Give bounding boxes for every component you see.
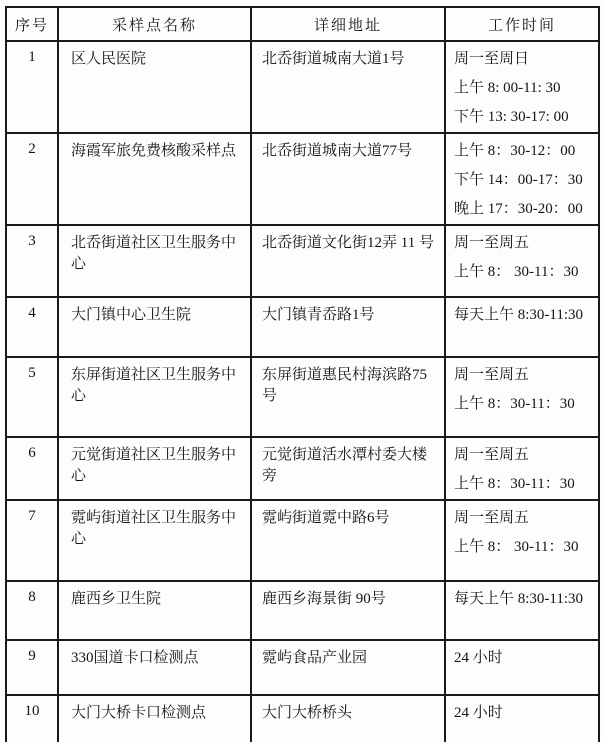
- site-name-cell: 东屏街道社区卫生服务中心: [58, 357, 251, 437]
- hours-line: 上午 8：30-12：00: [454, 143, 576, 159]
- address-cell: 元觉街道活水潭村委大楼旁: [251, 437, 445, 500]
- hours-line: 下午 14：00-17：30: [454, 172, 583, 188]
- hours-cell: [445, 640, 599, 695]
- hours-line: 上午 8: 00-11: 30: [454, 80, 561, 96]
- address-cell: 霓屿街道霓中路6号: [251, 500, 445, 581]
- hours-line: 每天上午 8:30-11:30: [454, 307, 584, 323]
- hours-cell: [445, 41, 599, 133]
- hours-line: 上午 8：30-11：30: [454, 396, 575, 412]
- hours-line: 周一至周五: [454, 447, 530, 463]
- hours-cell: [445, 500, 599, 581]
- table-row: [6, 357, 599, 437]
- site-name-cell: 鹿西乡卫生院: [58, 581, 251, 640]
- hours-cell: [445, 225, 599, 297]
- header-no: 序号: [6, 7, 58, 41]
- table-row: [6, 581, 599, 640]
- hours-cell: [445, 581, 599, 640]
- address-cell: 东屏街道惠民村海滨路75号: [251, 357, 445, 437]
- site-name-cell: 区人民医院: [58, 41, 251, 133]
- header-site-name: 采样点名称: [58, 7, 251, 41]
- hours-line: 周一至周五: [454, 510, 530, 526]
- hours-line: 周一至周五: [454, 367, 530, 383]
- row-number-cell: 10: [6, 695, 58, 742]
- row-number-cell: 6: [6, 437, 58, 500]
- table-row: [6, 225, 599, 297]
- site-name-cell: 海霞军旅免费核酸采样点: [58, 133, 251, 225]
- site-name-cell: 330国道卡口检测点: [58, 640, 251, 695]
- hours-line: 上午 8： 30-11：30: [454, 264, 579, 280]
- site-name-cell: 大门镇中心卫生院: [58, 297, 251, 357]
- row-number-cell: 4: [6, 297, 58, 357]
- hours-line: 每天上午 8:30-11:30: [454, 591, 584, 607]
- hours-line: 周一至周五: [454, 235, 530, 251]
- hours-line: 24 小时: [454, 650, 503, 666]
- hours-line: 周一至周日: [454, 51, 530, 67]
- address-cell: 北岙街道城南大道1号: [251, 41, 445, 133]
- hours-line: 晚上 17：30-20：00: [454, 201, 583, 217]
- table-header-row: [6, 7, 599, 41]
- address-cell: 霓屿食品产业园: [251, 640, 445, 695]
- address-cell: 北岙街道城南大道77号: [251, 133, 445, 225]
- table-row: [6, 133, 599, 225]
- site-name-cell: 元觉街道社区卫生服务中心: [58, 437, 251, 500]
- row-number-cell: 7: [6, 500, 58, 581]
- row-number-cell: 5: [6, 357, 58, 437]
- address-cell: 大门镇青岙路1号: [251, 297, 445, 357]
- header-address: 详细地址: [251, 7, 445, 41]
- row-number-cell: 1: [6, 41, 58, 133]
- row-number-cell: 2: [6, 133, 58, 225]
- table-row: [6, 437, 599, 500]
- address-cell: 北岙街道文化街12弄 11 号: [251, 225, 445, 297]
- table-row: [6, 41, 599, 133]
- hours-cell: [445, 297, 599, 357]
- table-row: [6, 640, 599, 695]
- hours-line: 上午 8：30-11：30: [454, 476, 575, 492]
- hours-cell: [445, 695, 599, 742]
- address-cell: 大门大桥桥头: [251, 695, 445, 742]
- sampling-points-table: [5, 6, 600, 742]
- header-hours: 工作时间: [445, 7, 599, 41]
- table-row: [6, 297, 599, 357]
- hours-line: 24 小时: [454, 705, 503, 721]
- hours-line: 下午 13: 30-17: 00: [454, 109, 569, 125]
- hours-line: 上午 8： 30-11：30: [454, 539, 579, 555]
- table-row: [6, 695, 599, 742]
- site-name-cell: 霓屿街道社区卫生服务中心: [58, 500, 251, 581]
- row-number-cell: 9: [6, 640, 58, 695]
- hours-cell: [445, 133, 599, 225]
- hours-cell: [445, 357, 599, 437]
- site-name-cell: 大门大桥卡口检测点: [58, 695, 251, 742]
- row-number-cell: 3: [6, 225, 58, 297]
- site-name-cell: 北岙街道社区卫生服务中心: [58, 225, 251, 297]
- address-cell: 鹿西乡海景街 90号: [251, 581, 445, 640]
- hours-cell: [445, 437, 599, 500]
- row-number-cell: 8: [6, 581, 58, 640]
- table-row: [6, 500, 599, 581]
